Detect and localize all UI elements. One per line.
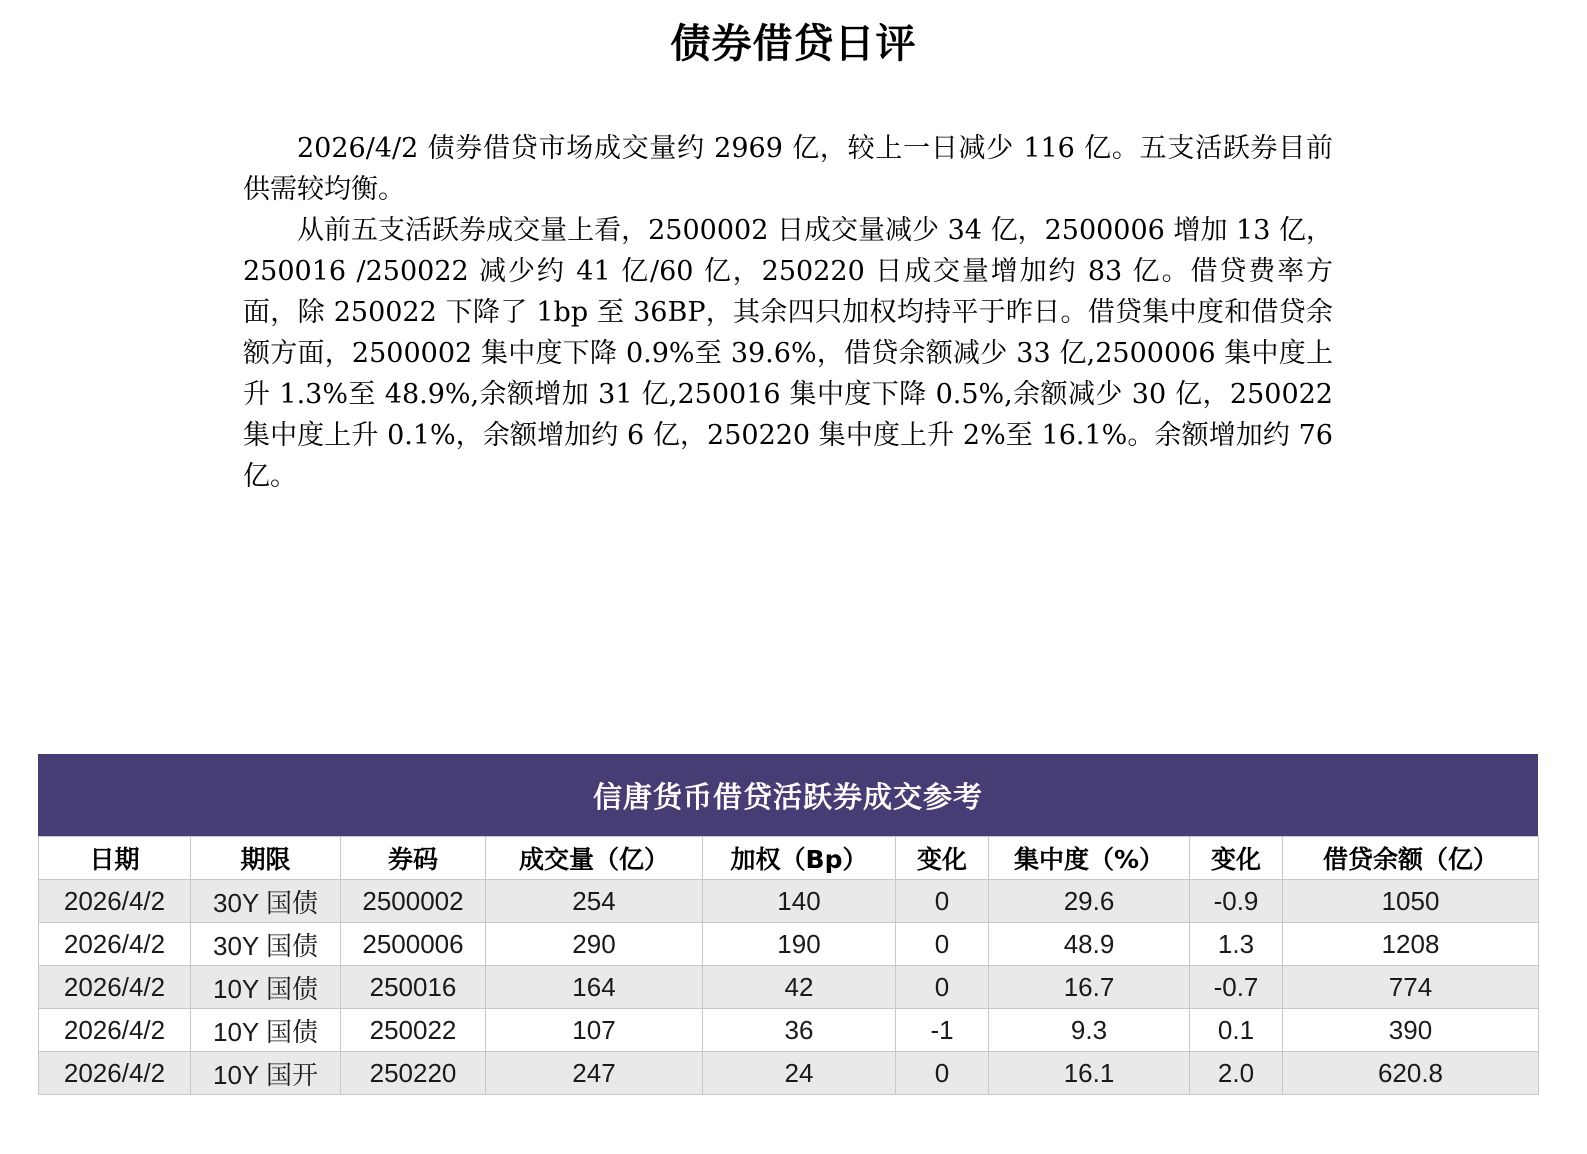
cell-concentration-change: 2.0 [1190, 1052, 1283, 1095]
cell-volume: 164 [486, 966, 703, 1009]
cell-lending-balance: 1208 [1283, 923, 1539, 966]
cell-date: 2026/4/2 [39, 880, 191, 923]
column-header-concentration: 集中度（%） [989, 837, 1190, 880]
cell-volume: 247 [486, 1052, 703, 1095]
cell-concentration: 9.3 [989, 1009, 1190, 1052]
cell-weighted-rate: 24 [703, 1052, 896, 1095]
column-header-date: 日期 [39, 837, 191, 880]
cell-lending-balance: 1050 [1283, 880, 1539, 923]
page-title: 债券借贷日评 [670, 21, 917, 67]
cell-concentration-change: -0.9 [1190, 880, 1283, 923]
cell-term: 10Y 国债 [191, 966, 341, 1009]
column-header-rate-change: 变化 [896, 837, 989, 880]
column-header-volume: 成交量（亿） [486, 837, 703, 880]
cell-weighted-rate: 190 [703, 923, 896, 966]
cell-concentration: 29.6 [989, 880, 1190, 923]
commentary-body [243, 128, 1333, 497]
cell-code: 250220 [341, 1052, 486, 1095]
cell-code: 250016 [341, 966, 486, 1009]
cell-date: 2026/4/2 [39, 923, 191, 966]
cell-volume: 107 [486, 1009, 703, 1052]
cell-weighted-rate: 140 [703, 880, 896, 923]
active-bond-table [38, 836, 1539, 1095]
table-row [39, 1052, 1539, 1095]
cell-term: 10Y 国债 [191, 1009, 341, 1052]
commentary-paragraph: 2026/4/2 债券借贷市场成交量约 2969 亿，较上一日减少 116 亿。五支活跃券目前供需较均衡。 [243, 133, 1333, 205]
cell-volume: 254 [486, 880, 703, 923]
column-header-code: 券码 [341, 837, 486, 880]
cell-code: 2500006 [341, 923, 486, 966]
cell-volume: 290 [486, 923, 703, 966]
cell-rate-change: 0 [896, 880, 989, 923]
table-header-row [39, 837, 1539, 880]
cell-lending-balance: 390 [1283, 1009, 1539, 1052]
cell-date: 2026/4/2 [39, 1009, 191, 1052]
cell-concentration-change: 0.1 [1190, 1009, 1283, 1052]
cell-rate-change: 0 [896, 966, 989, 1009]
cell-concentration-change: 1.3 [1190, 923, 1283, 966]
active-bond-table-section [38, 754, 1538, 1095]
cell-term: 30Y 国债 [191, 880, 341, 923]
cell-lending-balance: 620.8 [1283, 1052, 1539, 1095]
column-header-term: 期限 [191, 837, 341, 880]
cell-date: 2026/4/2 [39, 966, 191, 1009]
table-banner-title: 信唐货币借贷活跃券成交参考 [38, 754, 1538, 836]
table-row [39, 923, 1539, 966]
cell-rate-change: 0 [896, 1052, 989, 1095]
cell-rate-change: -1 [896, 1009, 989, 1052]
column-header-lending-balance: 借贷余额（亿） [1283, 837, 1539, 880]
table-row [39, 880, 1539, 923]
cell-lending-balance: 774 [1283, 966, 1539, 1009]
column-header-weighted-rate: 加权（Bp） [703, 837, 896, 880]
cell-term: 10Y 国开 [191, 1052, 341, 1095]
cell-weighted-rate: 42 [703, 966, 896, 1009]
column-header-concentration-change: 变化 [1190, 837, 1283, 880]
cell-concentration: 16.7 [989, 966, 1190, 1009]
cell-concentration: 16.1 [989, 1052, 1190, 1095]
cell-rate-change: 0 [896, 923, 989, 966]
cell-weighted-rate: 36 [703, 1009, 896, 1052]
table-row [39, 966, 1539, 1009]
cell-term: 30Y 国债 [191, 923, 341, 966]
table-row [39, 1009, 1539, 1052]
cell-code: 250022 [341, 1009, 486, 1052]
cell-date: 2026/4/2 [39, 1052, 191, 1095]
cell-concentration-change: -0.7 [1190, 966, 1283, 1009]
commentary-paragraph: 从前五支活跃券成交量上看，2500002 日成交量减少 34 亿，2500006 增加 13 亿，250016 /250022 减少约 41 亿/60 亿，250220 日成交量增加约 83 亿。借贷费率方面，除 250022 下降了 1bp 至 36BP，其余四只加权均持平于昨日。借贷集中度和借贷余额方面，2500002 集中度下降 0.9%至 39.6%，借贷余额减少 33 亿,2500006 集中度上升 1.3%至 48.9%,余额增加 31 亿,250016 集中度下降 0.5%,余额减少 30 亿，250022 集中度上升 0.1%，余额增加约 6 亿，250220 集中度上升 2%至 16.1%。余额增加约 76 亿。 [243, 215, 1333, 492]
cell-concentration: 48.9 [989, 923, 1190, 966]
cell-code: 2500002 [341, 880, 486, 923]
